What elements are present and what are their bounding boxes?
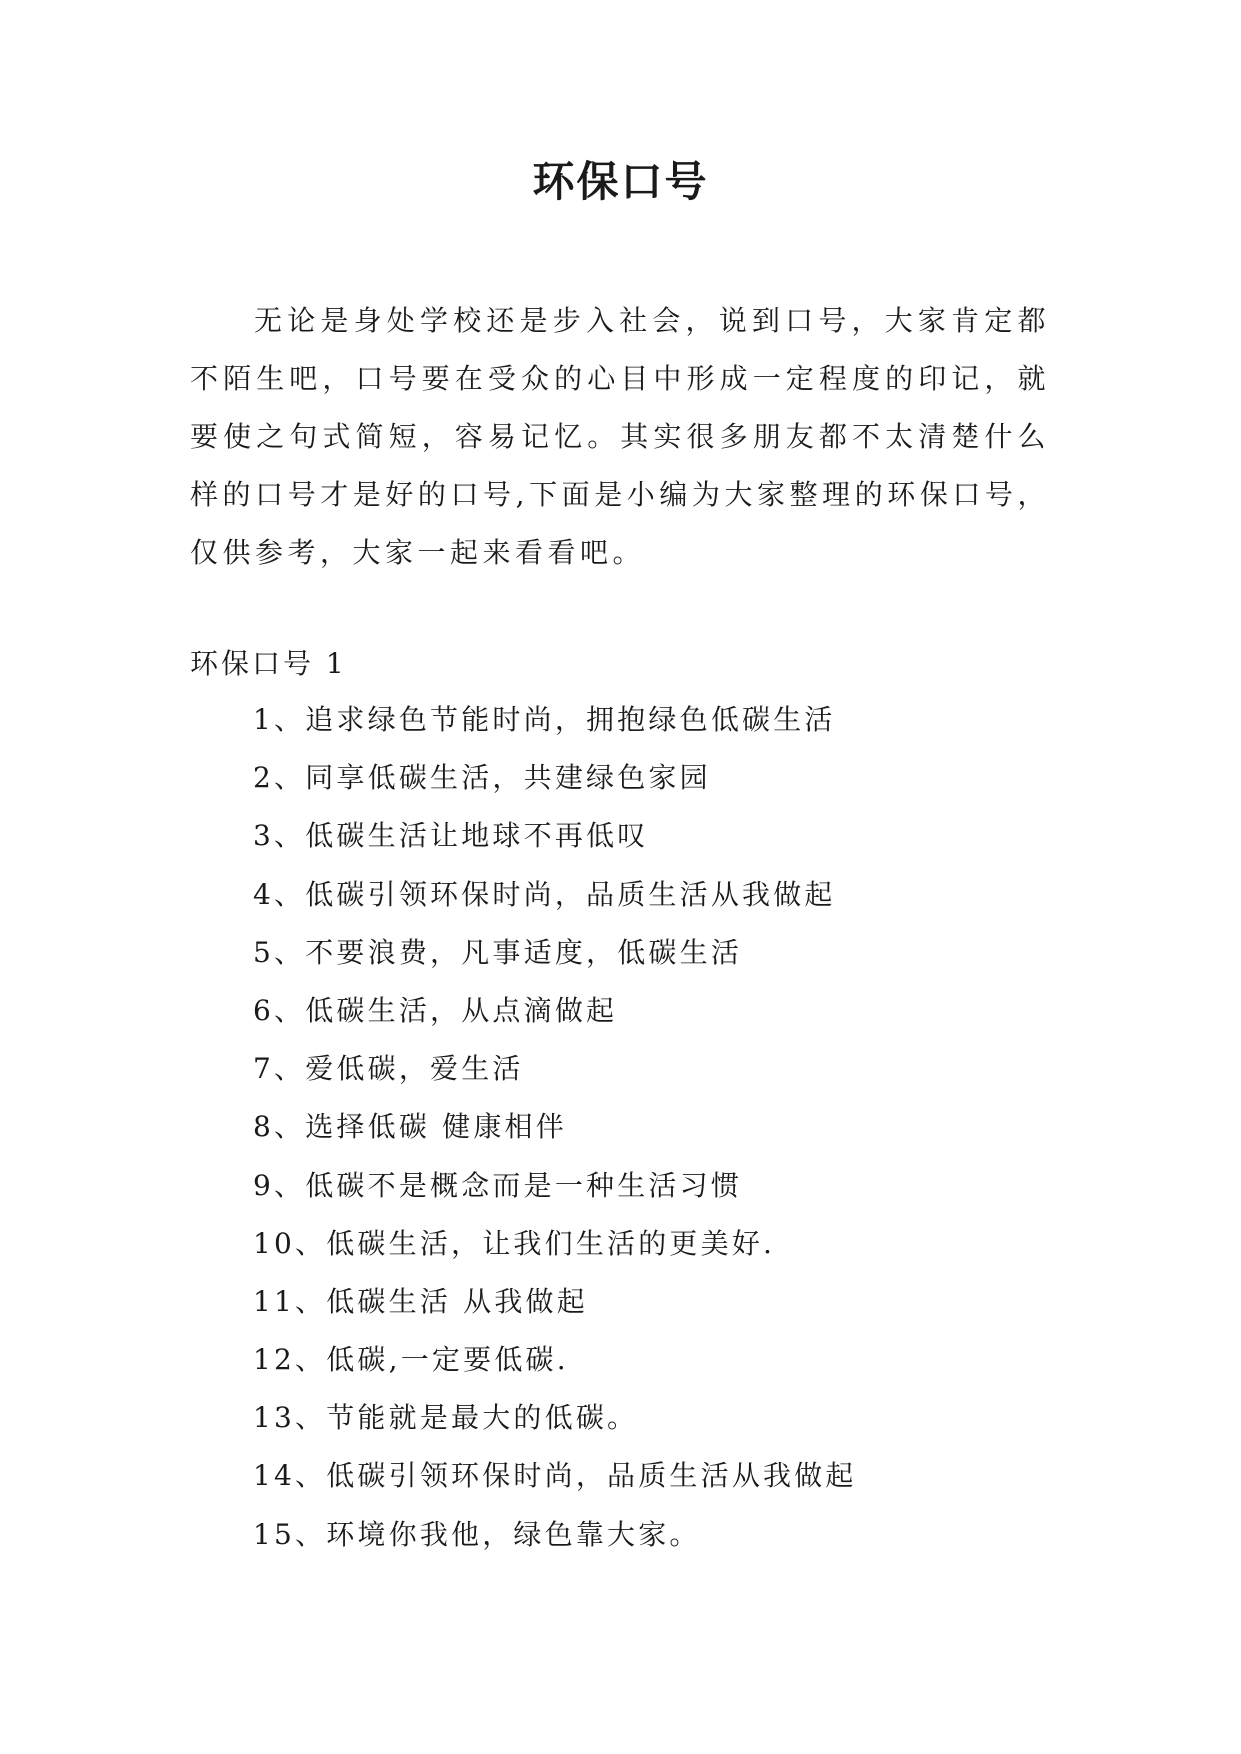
intro-paragraph: 无论是身处学校还是步入社会，说到口号，大家肯定都不陌生吧，口号要在受众的心目中形成一定程度的印记，就要使之句式简短，容易记忆。其实很多朋友都不太清楚什么样的口号才是好的口号,下面是小编为大家整理的环保口号，仅供参考，大家一起来看看吧。 xyxy=(190,304,1050,569)
slogan-item: 8、选择低碳 健康相伴 xyxy=(253,1110,567,1144)
slogan-item: 14、低碳引领环保时尚，品质生活从我做起 xyxy=(253,1459,857,1493)
slogan-item: 13、节能就是最大的低碳。 xyxy=(253,1401,639,1435)
slogan-item: 1、追求绿色节能时尚，拥抱绿色低碳生活 xyxy=(253,703,836,736)
slogan-item: 4、低碳引领环保时尚，品质生活从我做起 xyxy=(253,877,836,911)
slogan-item: 2、同享低碳生活，共建绿色家园 xyxy=(253,761,711,795)
slogan-item: 6、低碳生活，从点滴做起 xyxy=(253,993,618,1027)
slogan-item: 10、低碳生活，让我们生活的更美好. xyxy=(253,1226,776,1260)
page-title: 环保口号 xyxy=(532,157,709,206)
slogan-list xyxy=(253,698,857,1571)
slogan-item: 9、低碳不是概念而是一种生活习惯 xyxy=(253,1168,743,1202)
slogan-item: 12、低碳,一定要低碳. xyxy=(253,1343,569,1377)
slogan-item: 3、低碳生活让地球不再低叹 xyxy=(253,819,649,853)
section-heading: 环保口号 1 xyxy=(190,647,347,680)
slogan-item: 5、不要浪费，凡事适度，低碳生活 xyxy=(253,935,743,969)
slogan-item: 7、爱低碳，爱生活 xyxy=(253,1052,524,1086)
slogan-item: 11、低碳生活 从我做起 xyxy=(253,1284,588,1318)
slogan-item: 15、环境你我他，绿色靠大家。 xyxy=(253,1517,701,1551)
